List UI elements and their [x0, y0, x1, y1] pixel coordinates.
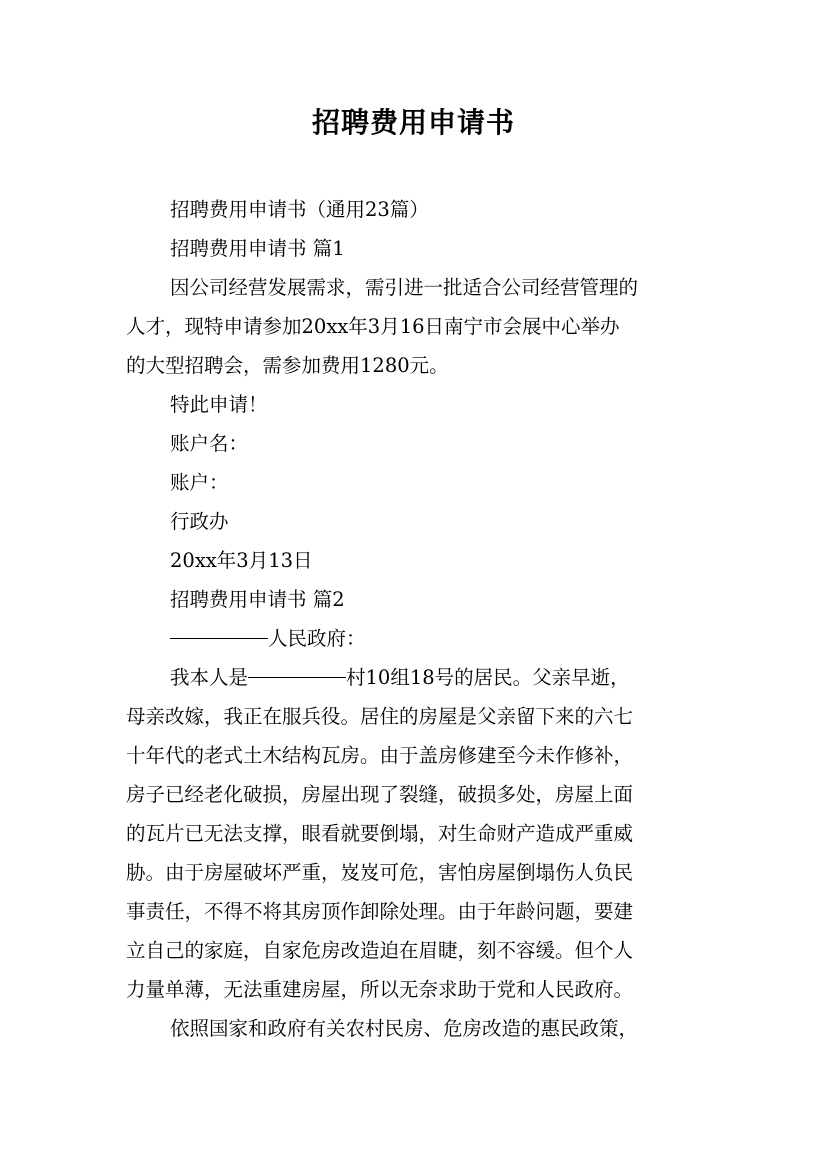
account-name-label: 账户名：: [170, 432, 249, 455]
paragraph-line: 依照国家和政府有关农村民房、危房改造的惠民政策，: [170, 1017, 639, 1040]
paragraph-line: 胁。由于房屋破坏严重，岌岌可危，害怕房屋倒塌伤人负民: [126, 861, 634, 884]
paragraph-line: 特此申请！: [170, 393, 268, 416]
paragraph-text: 我本人是: [170, 666, 249, 689]
salutation-line: [126, 619, 716, 658]
department-signature: 行政办: [170, 510, 229, 533]
document-subtitle: 招聘费用申请书（通用23篇）: [170, 198, 429, 221]
section-heading-1: 招聘费用申请书 篇1: [170, 237, 345, 260]
paragraph-line: [126, 658, 716, 697]
paragraph-line: 事责任，不得不将其房顶作卸除处理。由于年龄问题，要建: [126, 900, 634, 923]
salutation-text: 人民政府：: [268, 627, 366, 650]
account-label: 账户：: [170, 471, 229, 494]
paragraph-line: 的瓦片已无法支撑，眼看就要倒塌，对生命财产造成严重威: [126, 822, 634, 845]
fill-blank: [248, 677, 346, 678]
paragraph-line: 房子已经老化破损，房屋出现了裂缝，破损多处，房屋上面: [126, 783, 634, 806]
section-heading-2: 招聘费用申请书 篇2: [170, 588, 345, 611]
paragraph-line: 立自己的家庭，自家危房改造迫在眉睫，刻不容缓。但个人: [126, 939, 634, 962]
paragraph-line: 的大型招聘会，需参加费用1280元。: [126, 354, 449, 377]
paragraph-text: 村10组18号的居民。父亲早逝，: [346, 666, 630, 689]
document-title: 招聘费用申请书: [311, 106, 515, 139]
document-body: [126, 190, 716, 1048]
document-date: 20xx年3月13日: [170, 549, 313, 572]
paragraph-line: 因公司经营发展需求，需引进一批适合公司经营管理的: [170, 276, 639, 299]
fill-blank: [170, 638, 268, 639]
paragraph-line: 人才，现特申请参加20xx年3月16日南宁市会展中心举办: [126, 315, 620, 338]
paragraph-line: 母亲改嫁，我正在服兵役。居住的房屋是父亲留下来的六七: [126, 705, 634, 728]
paragraph-line: 力量单薄，无法重建房屋，所以无奈求助于党和人民政府。: [126, 978, 634, 1001]
paragraph-line: 十年代的老式土木结构瓦房。由于盖房修建至今未作修补，: [126, 744, 634, 767]
